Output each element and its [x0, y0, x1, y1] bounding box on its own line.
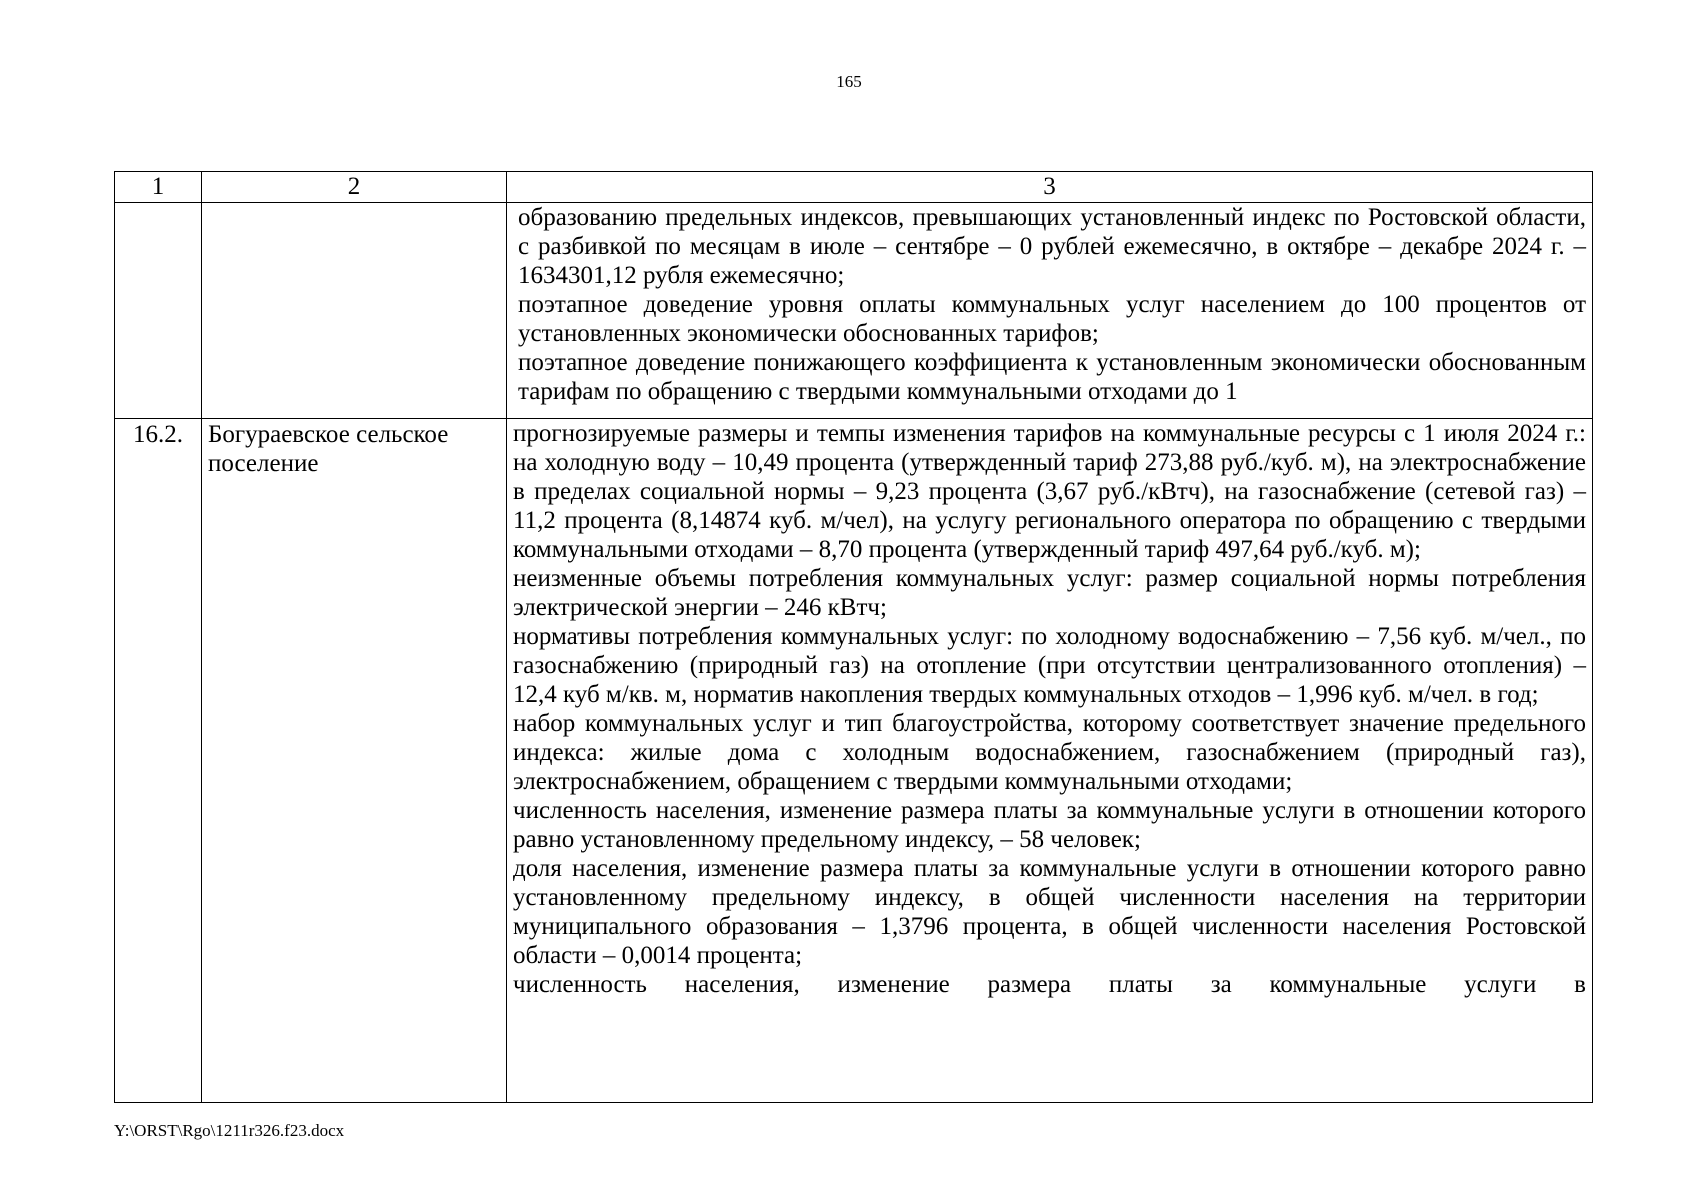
content-paragraph: поэтапное доведение уровня оплаты коммунальных услуг населением до 100 процентов от установленных экономически обоснованных тарифов; [518, 291, 1586, 347]
column-header-1: 1 [115, 172, 202, 203]
content-paragraph: неизменные объемы потребления коммунальных услуг: размер социальной нормы потребления электрической энергии – 246 кВтч; [513, 565, 1586, 621]
content-paragraph: численность населения, изменение размера платы за коммунальные услуги в отношении которого равно установленному предельному индексу, – 58 человек; [513, 797, 1586, 853]
table-row-continuation [115, 203, 1593, 419]
column-header-3: 3 [507, 172, 1593, 203]
content-paragraph: численность населения, изменение размера платы за коммунальные услуги в [513, 971, 1586, 998]
content-paragraph: поэтапное доведение понижающего коэффициента к установленным экономически обоснованным тарифам по обращению с твердыми коммунальными отходами до 1 [518, 349, 1586, 405]
content-paragraph: нормативы потребления коммунальных услуг: по холодному водоснабжению – 7,56 куб. м/чел., по газоснабжению (природный газ) на отопление (при отсутствии централизованного отопления) – 12,4 куб м/кв. м, норматив накопления твердых коммунальных отходов – 1,996 куб. м/чел. в год; [513, 623, 1586, 708]
footer-file-path: Y:\ORST\Rgo\1211r326.f23.docx [114, 1121, 345, 1140]
page-number: 165 [836, 72, 862, 91]
content-paragraph: образованию предельных индексов, превышающих установленный индекс по Ростовской области, с разбивкой по месяцам в июле – сентябре – 0 рублей ежемесячно, в октябре – декабре 2024 г. – 1634301,12 рубля ежемесячно; [518, 204, 1586, 289]
table-row-16-2 [115, 419, 1593, 1103]
row-number-cell [115, 203, 202, 419]
table-header-row [115, 172, 1593, 203]
tariff-table [114, 171, 1593, 1103]
row-number-cell: 16.2. [115, 419, 202, 1103]
row-content-cell [507, 203, 1593, 419]
row-name-cell [202, 203, 507, 419]
column-header-2: 2 [202, 172, 507, 203]
content-paragraph: доля населения, изменение размера платы за коммунальные услуги в отношении которого равно установленному предельному индексу, в общей численности населения на территории муниципального образования – 1,3796 процента, в общей численности населения Ростовской области – 0,0014 процента; [513, 855, 1586, 969]
content-paragraph: прогнозируемые размеры и темпы изменения тарифов на коммунальные ресурсы с 1 июля 2024 г.: на холодную воду – 10,49 процента (утвержденный тариф 273,88 руб./куб. м), на электроснабжение в пределах социальной нормы – 9,23 процента (3,67 руб./кВтч), на газоснабжение (сетевой газ) – 11,2 процента (8,14874 куб. м/чел), на услугу регионального оператора по обращению с твердыми коммунальными отходами – 8,70 процента (утвержденный тариф 497,64 руб./куб. м); [513, 420, 1586, 563]
row-content-cell [507, 419, 1593, 1103]
content-paragraph: набор коммунальных услуг и тип благоустройства, которому соответствует значение предельного индекса: жилые дома с холодным водоснабжением, газоснабжением (природный газ), электроснабжением, обращением с твердыми коммунальными отходами; [513, 710, 1586, 795]
settlement-name-cell: Богураевское сельское поселение [202, 419, 507, 1103]
